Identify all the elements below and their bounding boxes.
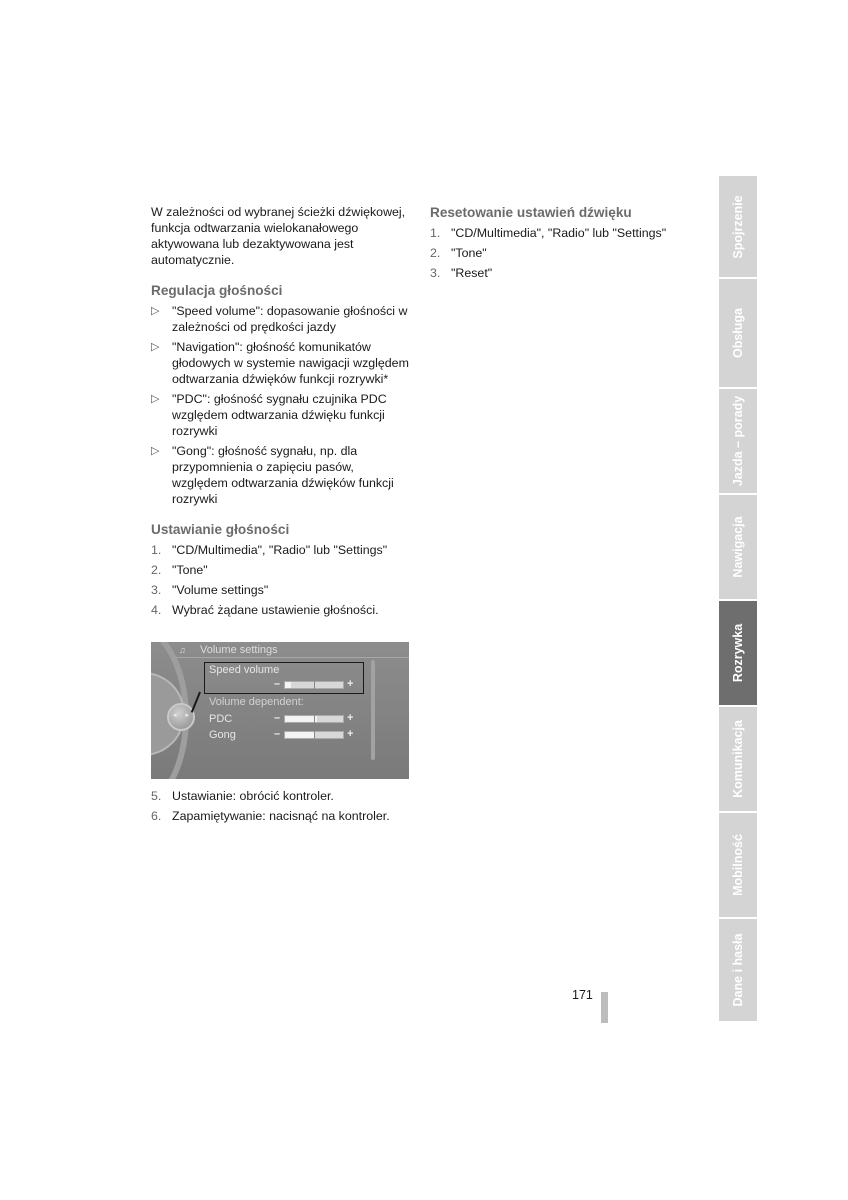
bullet-item [151, 443, 413, 507]
bullet-list-regulacja [151, 303, 413, 507]
section-heading-ustawianie: Ustawianie głośności [151, 522, 290, 537]
tab-mobilnosc[interactable] [719, 813, 757, 917]
step-number: 2. [430, 246, 441, 260]
page-number: 171 [572, 988, 593, 1002]
step-number: 5. [151, 789, 162, 803]
tab-label: Mobilność [731, 834, 745, 896]
step-text: "Volume settings" [172, 583, 269, 597]
slider-fill [285, 716, 317, 722]
bullet-text: "Gong": głośność sygnału, np. dla przypomnienia o zapięciu pasów, względem odtwarzania dźwięków funkcji rozrywki [172, 444, 394, 506]
tab-obsluga[interactable] [719, 279, 757, 387]
triangle-bullet-icon: ▷ [151, 445, 160, 457]
tab-nawigacja[interactable] [719, 495, 757, 599]
tab-label: Rozrywka [731, 623, 745, 683]
list-item [151, 542, 413, 558]
numbered-list-continued [151, 788, 413, 824]
section-regulacja [151, 282, 413, 507]
intro-paragraph: W zależności od wybranej ścieżki dźwiękowej, funkcja odtwarzania wielokanałowego aktywowana lub dezaktywowana jest automatycznie. [151, 205, 406, 267]
bullet-item [151, 303, 413, 335]
tab-rozrywka[interactable] [719, 601, 757, 705]
step-text: "Tone" [172, 563, 208, 577]
section-heading-reset: Resetowanie ustawień dźwięku [430, 205, 632, 220]
pdc-minus: – [274, 712, 281, 724]
slider-fill [285, 682, 291, 688]
controller-knob-icon: ◂ ▸ [167, 703, 195, 731]
list-item [430, 265, 670, 281]
step-text: "Reset" [451, 266, 493, 280]
speed-volume-label: Speed volume [209, 664, 280, 676]
section-heading-regulacja: Regulacja głośności [151, 283, 283, 298]
tab-label: Jazda – porady [731, 395, 745, 487]
step-text: "Tone" [451, 246, 487, 260]
tab-label: Komunikacja [731, 720, 745, 798]
triangle-bullet-icon: ▷ [151, 305, 160, 317]
triangle-bullet-icon: ▷ [151, 393, 160, 405]
settings-menu-icon: ♫ [179, 645, 186, 655]
step-number: 1. [151, 543, 162, 557]
slider-fill [285, 732, 314, 738]
list-item [430, 245, 670, 261]
screen-scrollbar [371, 660, 375, 760]
left-column [151, 204, 413, 632]
gong-plus: + [347, 728, 354, 740]
gong-label: Gong [209, 729, 236, 741]
bullet-text: "Speed volume": dopasowanie głośności w zależności od prędkości jazdy [172, 304, 408, 334]
triangle-bullet-icon: ▷ [151, 341, 160, 353]
list-item [151, 788, 413, 804]
slider-center-tick [314, 730, 315, 740]
list-item [151, 582, 413, 598]
step-text: Zapamiętywanie: nacisnąć na kontroler. [172, 809, 390, 823]
bullet-text: "PDC": głośność sygnału czujnika PDC względem odtwarzania dźwięku funkcji rozrywki [172, 392, 387, 438]
tab-label: Obsługa [731, 307, 745, 359]
list-item [151, 602, 413, 618]
volume-settings-screenshot [151, 642, 409, 779]
speed-volume-minus: – [274, 678, 281, 690]
speed-volume-slider [284, 681, 344, 689]
bullet-item [151, 339, 413, 387]
step-number: 3. [430, 266, 441, 280]
screen-title: Volume settings [200, 644, 278, 656]
list-item [430, 225, 670, 241]
tab-label: Dane i hasła [731, 933, 745, 1007]
list-item [151, 562, 413, 578]
volume-dependent-label: Volume dependent: [209, 696, 304, 708]
page-marker-bar [601, 992, 608, 1023]
pdc-slider [284, 715, 344, 723]
tab-dane-i-hasla[interactable] [719, 919, 757, 1021]
bullet-text: "Navigation": głośność komunikatów głodowych w systemie nawigacji względem odtwarzania dźwięków funkcji rozrywki* [172, 340, 409, 386]
tab-label: Nawigacja [731, 516, 745, 578]
steps-after-figure [151, 788, 413, 828]
bullet-item [151, 391, 413, 439]
step-text: Wybrać żądane ustawienie głośności. [172, 603, 379, 617]
tab-label: Spojrzenie [731, 194, 745, 259]
tab-jazda-porady[interactable] [719, 389, 757, 493]
callout-line [191, 692, 201, 713]
chapter-tabs [719, 176, 757, 1023]
title-divider [173, 657, 409, 658]
slider-center-tick [314, 680, 315, 690]
step-number: 4. [151, 603, 162, 617]
slider-center-tick [314, 714, 315, 724]
right-column [430, 204, 670, 285]
numbered-list-reset [430, 225, 670, 281]
numbered-list-ustawianie [151, 542, 413, 618]
section-ustawianie [151, 521, 413, 618]
step-number: 1. [430, 226, 441, 240]
pdc-label: PDC [209, 713, 233, 725]
gong-slider [284, 731, 344, 739]
tab-spojrzenie[interactable] [719, 176, 757, 277]
pdc-plus: + [347, 712, 354, 724]
step-number: 2. [151, 563, 162, 577]
step-text: "CD/Multimedia", "Radio" lub "Settings" [172, 543, 388, 557]
gong-minus: – [274, 728, 281, 740]
tab-komunikacja[interactable] [719, 707, 757, 811]
step-number: 3. [151, 583, 162, 597]
step-text: "CD/Multimedia", "Radio" lub "Settings" [451, 226, 667, 240]
step-number: 6. [151, 809, 162, 823]
speed-volume-plus: + [347, 678, 354, 690]
list-item [151, 808, 413, 824]
step-text: Ustawianie: obrócić kontroler. [172, 789, 334, 803]
